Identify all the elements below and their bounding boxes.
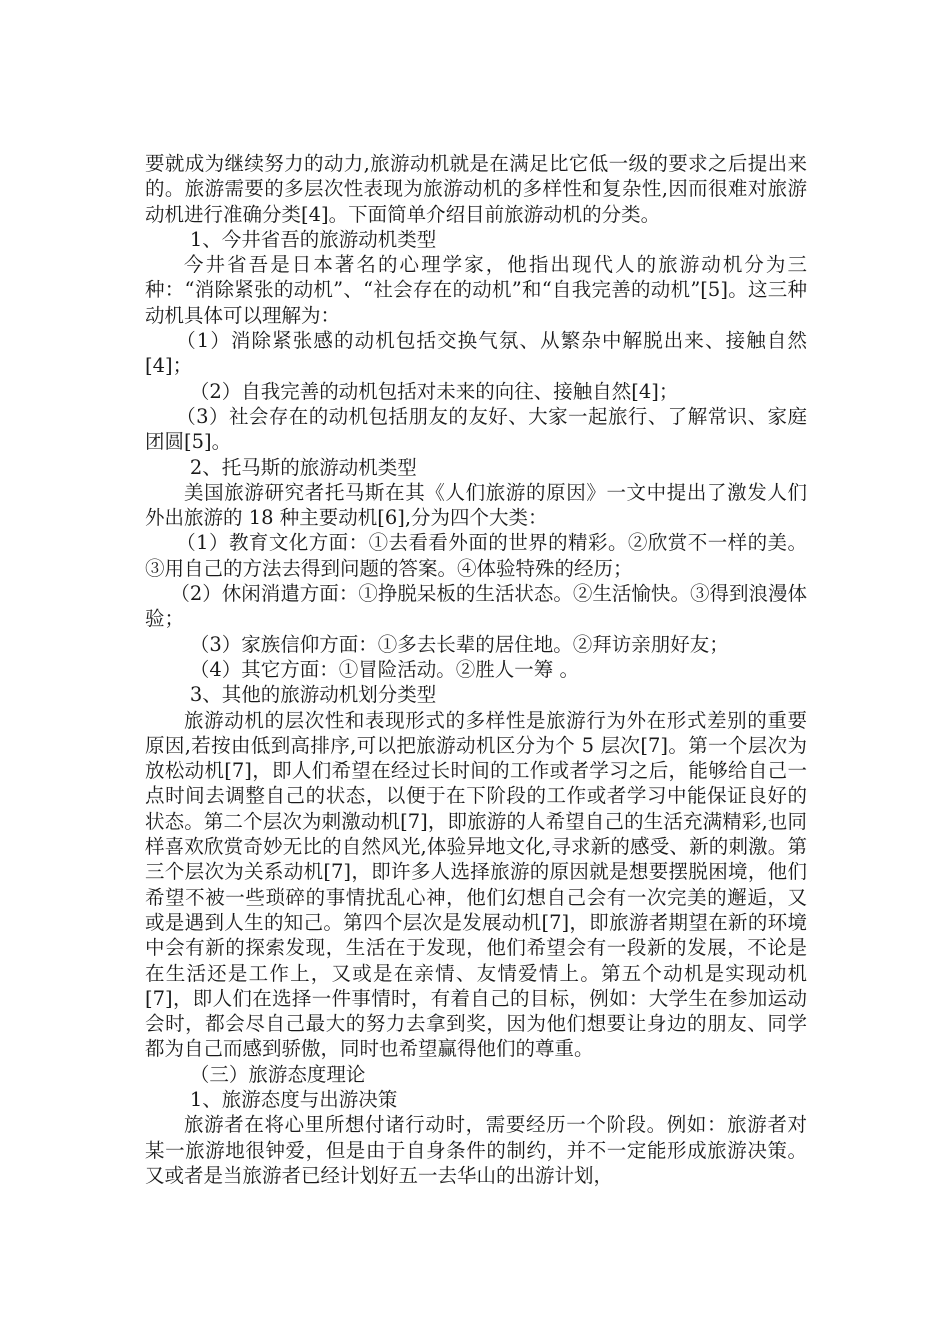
list-item-imai-1: （1）消除紧张感的动机包括交换气氛、从繁杂中解脱出来、接触自然[4]； <box>145 329 807 378</box>
paragraph-imai-description: 今井省吾是日本著名的心理学家，他指出现代人的旅游动机分为三种：“消除紧张的动机”、“社会存在的动机”和“自我完善的动机”[5]。这三种动机具体可以理解为： <box>145 253 807 327</box>
paragraph-thomas-description: 美国旅游研究者托马斯在其《人们旅游的原因》一文中提出了激发人们外出旅游的 18 种主要动机[6],分为四个大类： <box>145 480 807 530</box>
document-page <box>145 151 807 1188</box>
heading-attitude-theory: （三）旅游态度理论 <box>189 1062 366 1086</box>
list-item-imai-3: （3）社会存在的动机包括朋友的友好、大家一起旅行、了解常识、家庭团圆[5]。 <box>145 404 807 454</box>
paragraph-other-description: 旅游动机的层次性和表现形式的多样性是旅游行为外在形式差别的重要原因,若按由低到高排序,可以把旅游动机区分为个 5 层次[7]。第一个层次为放松动机[7]，即人们希望在经过长时间的工作或者学习之后，能够给自己一点时间去调整自己的状态，以便于在下阶段的工作或者学习中能保证良好的状态。第二个层次为刺激动机[7]，即旅游的人希望自己的生活充满精彩,也同样喜欢欣赏奇妙无比的自然风光,体验异地文化,寻求新的感受、新的刺激。第三个层次为关系动机[7]，即许多人选择旅游的原因就是想要摆脱困境，他们希望不被一些琐碎的事情扰乱心神，他们幻想自己会有一次完美的邂逅，又或是遇到人生的知己。第四个层次是发展动机[7]，即旅游者期望在新的环境中会有新的探索发现，生活在于发现，他们希望会有一段新的发展，不论是在生活还是工作上，又或是在亲情、友情爱情上。第五个动机是实现动机[7]，即人们在选择一件事情时，有着自己的目标，例如：大学生在参加运动会时，都会尽自己最大的努力去拿到奖，因为他们想要让身边的朋友、同学都为自己而感到骄傲，同时也希望赢得他们的尊重。 <box>145 708 807 1061</box>
heading-thomas-motivation: 2、托马斯的旅游动机类型 <box>189 455 417 479</box>
list-item-imai-2: （2）自我完善的动机包括对未来的向往、接触自然[4]； <box>189 379 679 403</box>
heading-other-motivation: 3、其他的旅游动机划分类型 <box>189 683 437 707</box>
heading-imai-motivation: 1、今井省吾的旅游动机类型 <box>189 227 437 251</box>
list-item-thomas-2: （2）休闲消遣方面：①挣脱呆板的生活状态。②生活愉快。③得到浪漫体验； <box>145 582 807 631</box>
paragraph-intro: 要就成为继续努力的动力,旅游动机就是在满足比它低一级的要求之后提出来的。旅游需要的多层次性表现为旅游动机的多样性和复杂性,因而很难对旅游动机进行准确分类[4]。下面简单介绍目前旅游动机的分类。 <box>145 152 807 226</box>
paragraph-attitude-description: 旅游者在将心里所想付诸行动时，需要经历一个阶段。例如：旅游者对某一旅游地很钟爱，但是由于自身条件的制约，并不一定能形成旅游决策。又或者是当旅游者已经计划好五一去华山的出游计划， <box>145 1113 807 1187</box>
heading-attitude-decision: 1、旅游态度与出游决策 <box>189 1087 398 1111</box>
list-item-thomas-4: （4）其它方面：①冒险活动。②胜人一筹 。 <box>189 657 579 681</box>
list-item-thomas-3: （3）家族信仰方面：①多去长辈的居住地。②拜访亲朋好友； <box>189 632 729 656</box>
list-item-thomas-1: （1）教育文化方面：①去看看外面的世界的精彩。②欣赏不一样的美。③用自己的方法去得到问题的答案。④体验特殊的经历； <box>145 531 807 580</box>
